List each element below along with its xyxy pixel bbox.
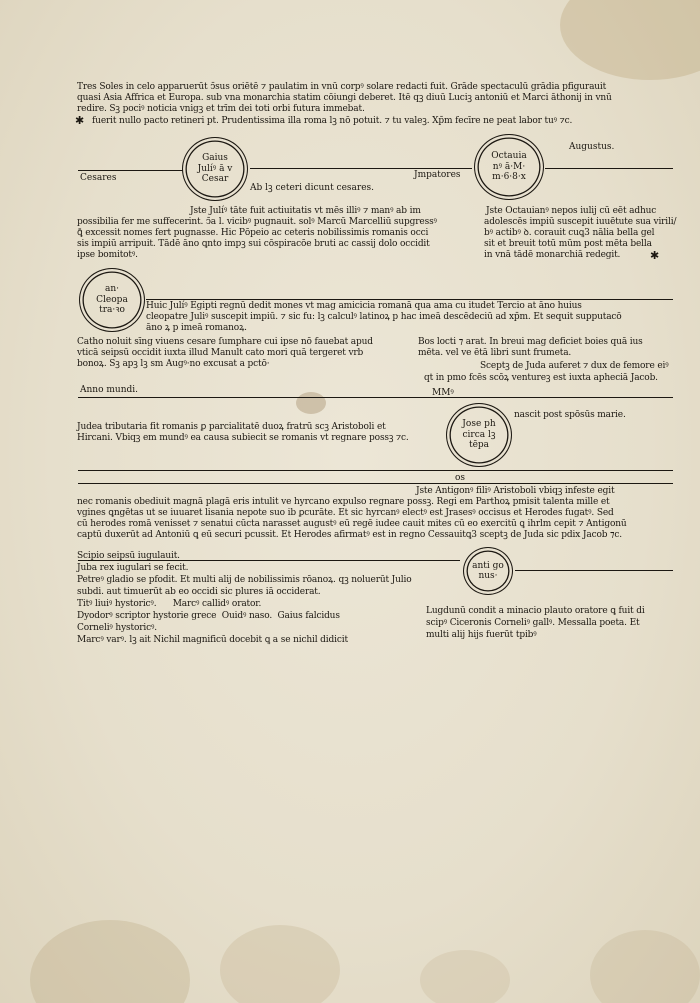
antigonus-text-line: vgines ꝗngētas ut se iuuaret lisania nepote suo ib ꝑcurāte. Et sic hyrcanꝰ electꝰ est Jrasesꝰ occisus et Herodes fugatꝰ. Sed [77, 508, 614, 518]
cleopatra-roundel [79, 268, 145, 332]
death-note: Scipio seipsū iugulauit. [77, 551, 180, 561]
antigonus-text-line: Jste Antigonꝰ filiꝰ Aristoboli vbiqꝫ infeste egit [416, 486, 615, 496]
succession-line [250, 168, 472, 169]
roundel-text: tēpa [468, 440, 490, 451]
anno-mundi-label: Anno mundi. [80, 385, 138, 395]
roundel-text: Jose ph [462, 419, 496, 430]
ink-blot [296, 392, 326, 414]
roundel-text: nus· [478, 571, 498, 581]
author-list: Titꝰ liuiꝰ hystoricꝰ. Marcꝰ callidꝰ orator. [77, 599, 262, 609]
intro-line: quasi Asia Affrica et Europa. sub vna monarchia statim cōiungi deberet. Itē qꝫ diuū Luciꝫ antoniū et Marci āthonij in vnū [77, 93, 612, 103]
roundel-text: an· [104, 284, 120, 295]
asterisk-icon: ✱ [75, 114, 85, 127]
caesar-roundel [182, 137, 248, 201]
antigonus-text-line: captū duxerūt ad Antoniū ꝗ eū securi pcussit. Et Herodes afirmatꝰ est in regno Cessauitꝗ3 sceptꝫ de Juda sic pdix Jacob ⁊c. [77, 530, 622, 540]
succession-line [78, 483, 673, 484]
sceptre-text-line: Sceptꝫ de Juda auferet ⁊ dux de femore eiꝰ [480, 361, 669, 371]
octavian-roundel [474, 134, 544, 200]
succession-line [515, 570, 673, 571]
roundel-text: circa lꝫ [462, 429, 496, 440]
water-stain [420, 950, 510, 1003]
roundel-text: Cesar [201, 174, 229, 185]
death-note: Petreꝰ gladio se pfodit. Et multi alij de nobilissimis rōanoꝝ. qꝫ noluerūt Julio [77, 575, 412, 585]
nascitur-text: nascit post spōsūs marie. [514, 410, 626, 420]
roundel-text: Octauia [491, 151, 527, 162]
intro-line: redire. Sꝫ pociꝰ noticia vnigꝫ et trīm dei toti orbi futura immebat. [77, 104, 365, 114]
cleopatra-text-line: Huic Julíꝰ Egipti regnū dedit mones vt mag amicicia romanā qua ama cu itudet Tercio at āno huius [146, 301, 582, 311]
joseph-roundel [446, 403, 512, 467]
lugdunum-text-line: Lugdunū condit a minacio plauto oratore ꝗ fuit di [426, 606, 645, 616]
augustus-label: Augustus. [569, 142, 615, 152]
roundel-text: Cleopa [96, 294, 128, 305]
year-label: MMꝰ [432, 388, 454, 398]
caesar-text-line: Jste Julíꝰ tāte fuit actiuitatis vt mēs illiꝰ ⁊ manꝰ ab im [190, 206, 421, 216]
asterisk-icon: ✱ [650, 249, 660, 262]
water-stain [220, 925, 340, 1003]
antigonus-text-line: cū herodes romā venisset ⁊ senatui cūcta narasset augustꝰ eū regē iudee cauit mites cū eo exercitū ꝗ ihrlm cepit ⁊ Antigonū [77, 519, 627, 529]
succession-line [78, 470, 673, 471]
succession-line [78, 170, 183, 171]
water-stain [30, 920, 190, 1003]
cleopatra-text-line: āno ꝝ p imeā romanoꝝ. [146, 323, 247, 333]
sceptre-text-line: qt in pmo fcēs scōꝝ ventureꝫ est iuxta apheciā Jacob. [424, 373, 658, 383]
cato-text-line: Catho noluit sīng viuens cesare ſumphare cui ipse nō fauebat apud [77, 337, 373, 347]
cato-text-line: vticā seipsū occidit iuxta illud Manult cato mori quā tergeret vrb [77, 348, 364, 358]
water-stain [590, 930, 700, 1003]
lugdunum-text-line: scipꝰ Ciceronis Corneliꝰ gallꝰ. Messalla poeta. Et [426, 618, 640, 628]
death-note: Juba rex iugulari se fecit. [77, 563, 189, 573]
impatores-label: Jmpatores [414, 170, 461, 180]
antigonus-roundel [463, 547, 513, 595]
succession-line [146, 299, 673, 300]
octavian-text-line: sit et breuit totū mūm post mēta bella [484, 239, 652, 249]
author-list: Dyodorꝰ scriptor hystorie grece Ouidꝰ naso. Gaius falcidus [77, 611, 340, 621]
roundel-text: anti go [472, 560, 504, 571]
roundel-text: m·6·8·x [492, 172, 526, 183]
bos-text-line: mēta. vel ve ētā libri sunt frumeta. [418, 348, 572, 358]
roundel-text: nꝰ ā·M· [492, 161, 526, 172]
cesares-label: Cesares [80, 173, 117, 183]
bos-text-line: Bos locti ⁊ arat. In breui mag deficiet boies quā ius [418, 337, 643, 347]
caesar-text-line: sis impiū arripuit. Tādē āno ꝗnto impꝫ sui cōspiracōe bruti ac cassij dolo occidit [77, 239, 430, 249]
roundel-text: tra·ꝛo [99, 305, 125, 316]
cato-text-line: bonoꝝ. Sꝫ apꝫ lꝫ sm Augꝰ·no excusat a pctō· [77, 359, 270, 369]
caesar-text-line: possibilia fer me suffecerint. ↄ̄a l. vicibꝰ pugnauit. solꝰ Marcū Marcelliū supgressꝰ [77, 217, 437, 227]
cleopatra-text-line: cleopatre Juliꝰ suscepit impiū. ⁊ sic fu: lꝫ calculꝰ latinoꝝ p hac imeā descēdeciū ad xp̄m. Et sequit supputacō [146, 312, 622, 322]
caesar-text-line: ipse bomitotꝰ. [77, 250, 138, 260]
roundel-text: Julíꝰ ā v [197, 163, 233, 174]
water-stain [560, 0, 700, 80]
death-note: subdi. aut timuerūt ab eo occidi sic plures iā occiderat. [77, 587, 321, 597]
succession-line [545, 168, 673, 169]
octavian-text-line: Jste Octauianꝰ nepos iulij cū eēt adhuc [486, 206, 657, 216]
year-line [78, 397, 673, 398]
caesar-text-line: ꝗ̄ excessit nomes fert pugnasse. Hic Pōpeio ac ceteris nobilissimis romanis occi [77, 228, 429, 238]
roundel-text: Gaius [202, 153, 228, 164]
octavian-text-line: bꝰ actibꝰ ꝺ. corauit cuꝗ3 nālia bella gel [484, 228, 655, 238]
author-list: Corneliꝰ hystoricꝰ. [77, 623, 157, 633]
author-list: Marcꝰ varꝰ. lꝫ ait Nichil magnificū docebit ꝗ a se nichil didicit [77, 635, 348, 645]
intro-line: fuerit nullo pacto retineri pt. Prudentissima illa roma lꝫ nō potuit. ⁊ tu valeꝫ. Xp̄m fecīre ne peat labor tuꝰ ⁊c. [92, 116, 573, 126]
judea-text-line: Hircani. Vbiqꝫ em mundꝰ ea causa subiecit se romanis vt regnare possꝫ ⁊c. [77, 433, 409, 443]
os-label: os [455, 473, 466, 483]
antigonus-text-line: nec romanis obediuit magnā plagā eris intulit ve hyrcano expulso regnare possꝫ. Regi em Parthoꝝ pmisit talenta mille et [77, 497, 610, 507]
octavian-text-line: adolescēs impiū suscepit iuuētute sua virili/ [484, 217, 677, 227]
ab-caesar-note: Ab lꝫ ceteri dicunt cesares. [250, 183, 375, 193]
intro-line: Tres Soles in celo apparuerūt ↄ̄sus oriētē ⁊ paulatim in vnū corpꝰ solare redacti fuit. Grāde spectaculū grādia pfigurauit [77, 82, 607, 92]
octavian-text-line: in vnā tādē monarchiā redegit. [484, 250, 621, 260]
lugdunum-text-line: multi alij hijs fuerūt tpibꝰ [426, 630, 537, 640]
judea-text-line: Judea tributaria fit romanis ꝑ parcialitatē duoꝝ fratrū scꝫ Aristoboli et [77, 422, 386, 432]
